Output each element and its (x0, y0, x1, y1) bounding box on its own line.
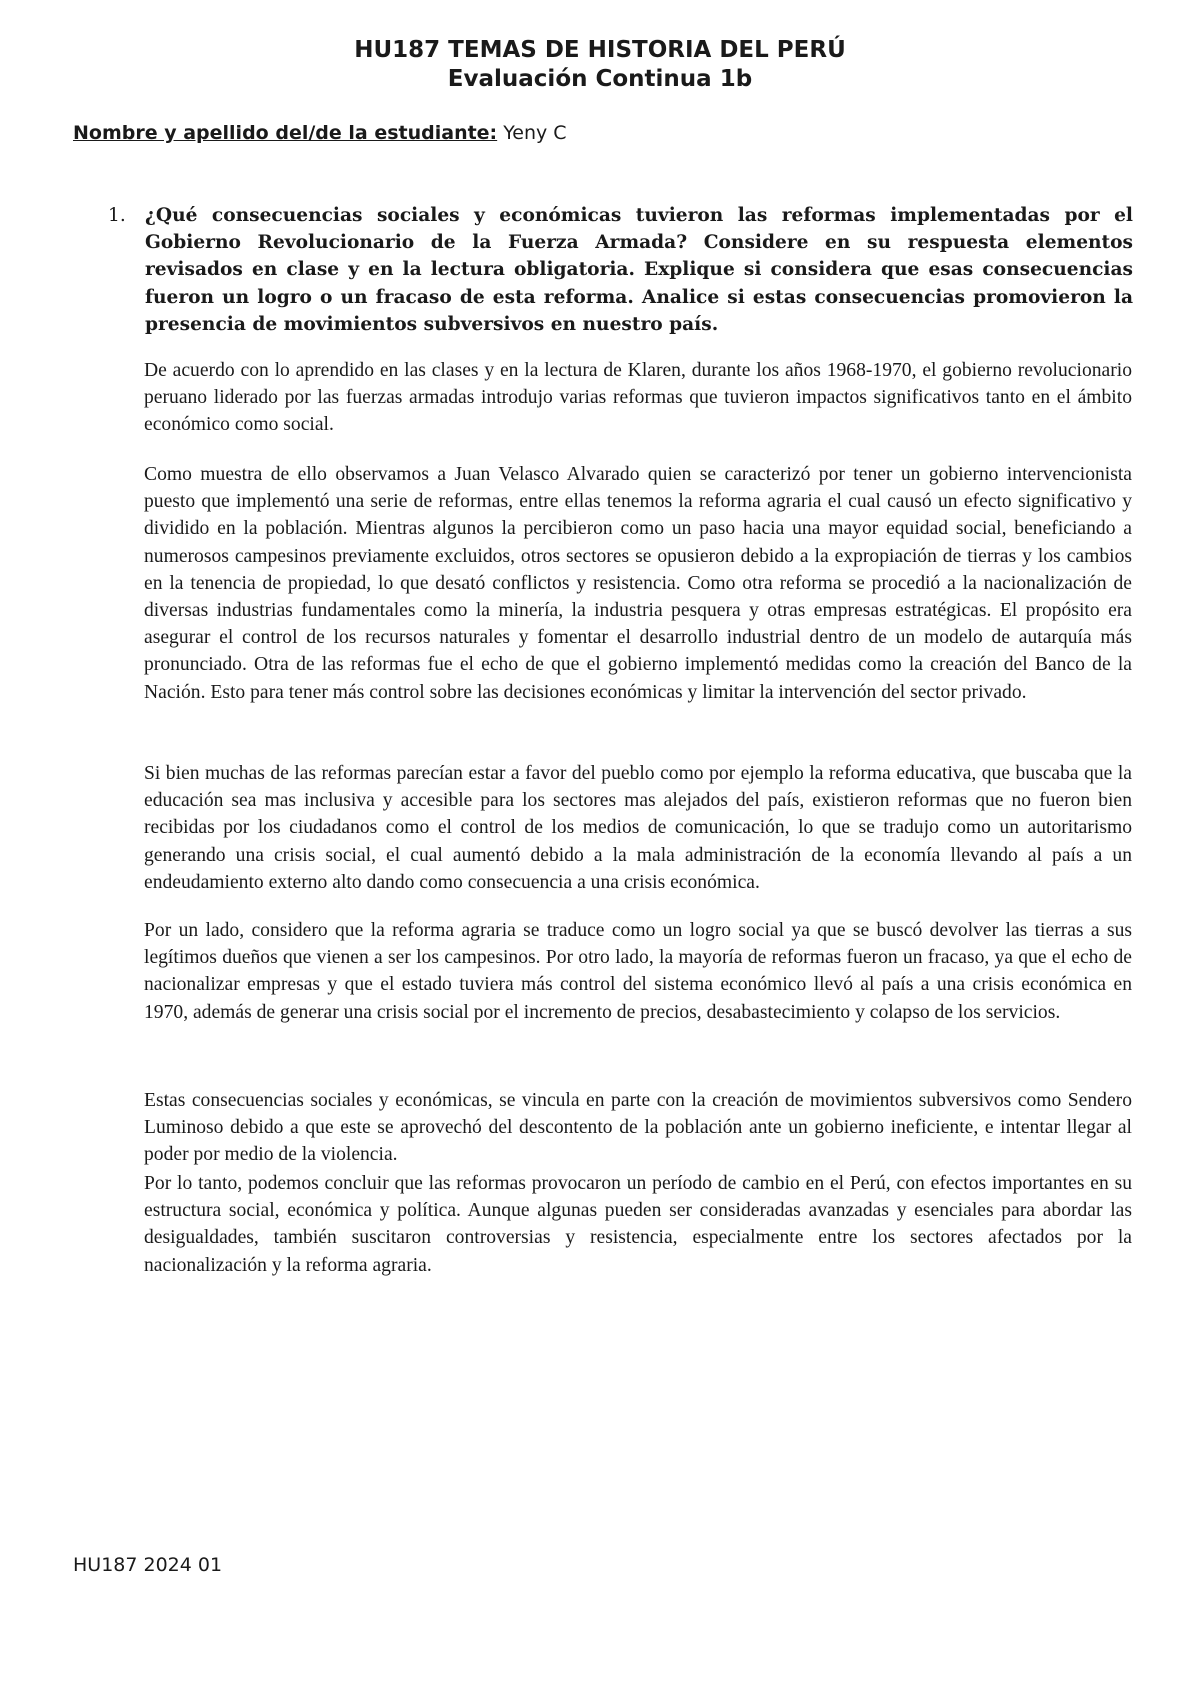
question-1 (108, 202, 1133, 338)
question-number: 1. (108, 205, 126, 226)
answer-paragraph-2: Como muestra de ello observamos a Juan Velasco Alvarado quien se caracterizó por tener un gobierno intervencionista puesto que implementó una serie de reformas, entre ellas tenemos la reforma agraria el cual causó un efecto significativo y dividido en la población. Mientras algunos la percibieron como un paso hacia una mayor equidad social, beneficiando a numerosos campesinos previamente excluidos, otros sectores se opusieron debido a la expropiación de tierras y los cambios en la tenencia de propiedad, lo que desató conflictos y resistencia. Como otra reforma se procedió a la nacionalización de diversas industrias fundamentales como la minería, la industria pesquera y otras empresas estratégicas. El propósito era asegurar el control de los recursos naturales y fomentar el desarrollo industrial dentro de un modelo de autarquía más pronunciado. Otra de las reformas fue el echo de que el gobierno implementó medidas como la creación del Banco de la Nación. Esto para tener más control sobre las decisiones económicas y limitar la intervención del sector privado. (144, 464, 1132, 703)
question-text: ¿Qué consecuencias sociales y económicas tuvieron las reformas implementadas por el Gobierno Revolucionario de la Fuerza Armada? Considere en su respuesta elementos revisados en clase y en la lectura obligatoria. Explique si considera que esas consecuencias fueron un logro o un fracaso de esta reforma. Analice si estas consecuencias promovieron la presencia de movimientos subversivos en nuestro país (145, 205, 1133, 335)
student-label: Nombre y apellido del/de la estudiante: (73, 122, 498, 144)
question-text-block (145, 202, 1133, 338)
header (0, 36, 1200, 94)
document-title: HU187 TEMAS DE HISTORIA DEL PERÚ (354, 37, 846, 63)
answer-paragraph-6: Por lo tanto, podemos concluir que las reformas provocaron un período de cambio en el Perú, con efectos importantes en su estructura social, económica y política. Aunque algunas pueden ser consideradas avanzadas y esenciales para abordar las desigualdades, también suscitaron controversias y resistencia, especialmente entre los sectores afectados por la nacionalización y la reforma agraria. (144, 1173, 1132, 1276)
answer-paragraph-3: Si bien muchas de las reformas parecían estar a favor del pueblo como por ejemplo la reforma educativa, que buscaba que la educación sea mas inclusiva y accesible para los sectores mas alejados del país, existieron reformas que no fueron bien recibidas por los ciudadanos como el control de los medios de comunicación, lo que se tradujo como un autoritarismo generando una crisis social, el cual aumentó debido a la mala administración de la economía llevando al país a un endeudamiento externo alto dando como consecuencia a una crisis económica. (144, 763, 1132, 893)
answer-paragraph-5: Estas consecuencias sociales y económicas, se vincula en parte con la creación de movimientos subversivos como Sendero Luminoso debido a que este se aprovechó del descontento de la población ante un gobierno ineficiente, e intentar llegar al poder por medio de la violencia. (144, 1090, 1132, 1166)
question-end: . (711, 313, 719, 335)
student-line (73, 122, 567, 144)
footer-code: HU187 2024 01 (73, 1554, 223, 1576)
document-subtitle: Evaluación Continua 1b (447, 66, 753, 92)
student-name: Yeny C (497, 122, 567, 144)
answer-paragraph-4: Por un lado, considero que la reforma agraria se traduce como un logro social ya que se buscó devolver las tierras a sus legítimos dueños que vienen a ser los campesinos. Por otro lado, la mayoría de reformas fueron un fracaso, ya que el echo de nacionalizar empresas y que el estado tuviera más control del sistema económico llevó al país a una crisis económica en 1970, además de generar una crisis social por el incremento de precios, desabastecimiento y colapso de los servicios. (144, 920, 1132, 1023)
answer-paragraph-1: De acuerdo con lo aprendido en las clases y en la lectura de Klaren, durante los años 1968-1970, el gobierno revolucionario peruano liderado por las fuerzas armadas introdujo varias reformas que tuvieron impactos significativos tanto en el ámbito económico como social. (144, 360, 1132, 436)
